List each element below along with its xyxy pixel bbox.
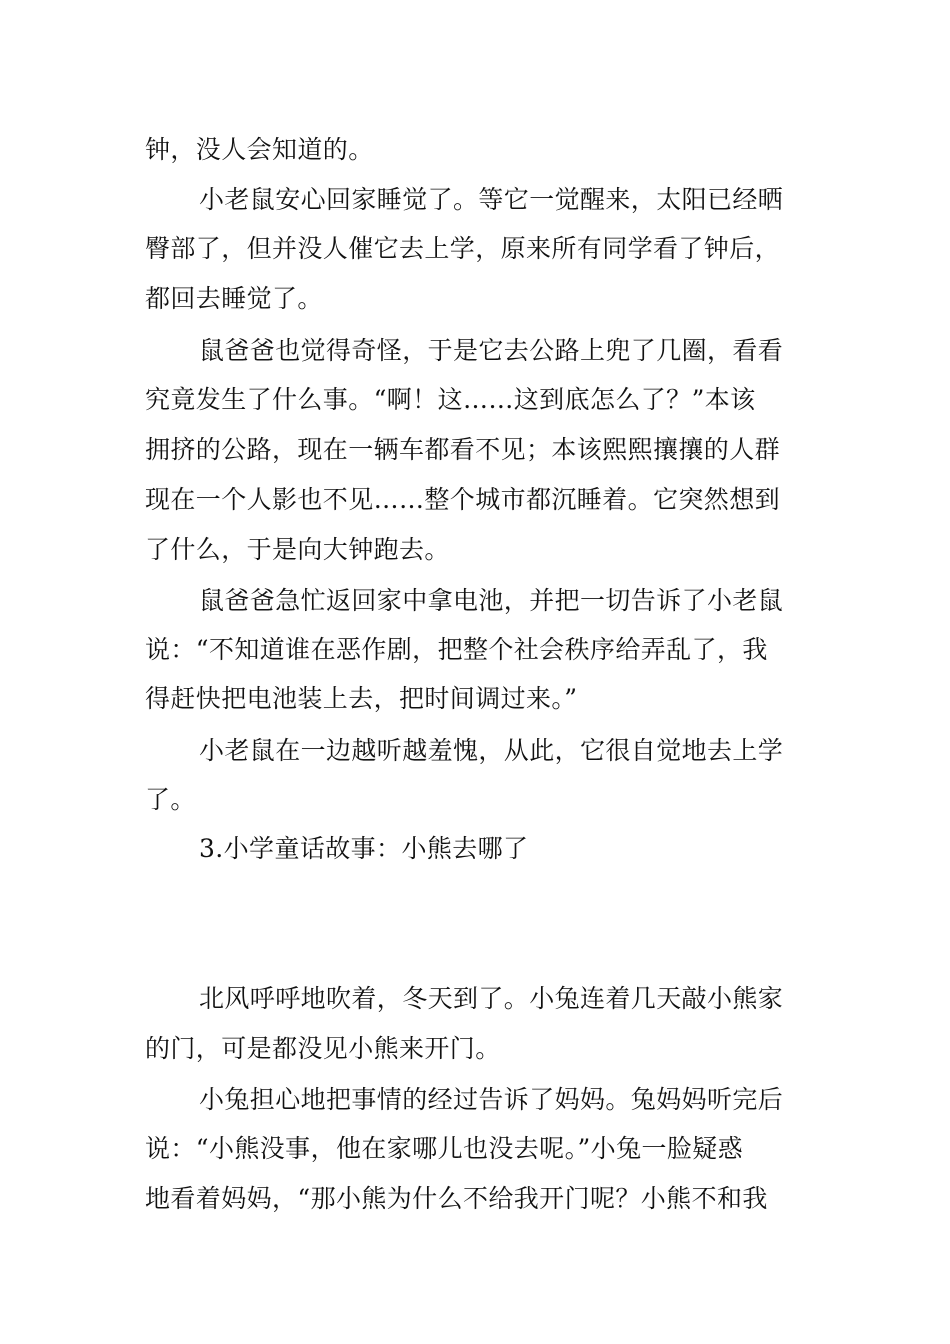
text-line: 现在一个人影也不见……整个城市都沉睡着。它突然想到 [145, 485, 781, 514]
paragraph-start-line: 北风呼呼地吹着，冬天到了。小兔连着几天敲小熊家 [199, 984, 784, 1013]
paragraph-start-line: 小老鼠安心回家睡觉了。等它一觉醒来，太阳已经晒 [199, 185, 784, 214]
text-line: 究竟发生了什么事。“啊！这……这到底怎么了？”本该 [145, 385, 756, 414]
text-line: 得赶快把电池装上去，把时间调过来。” [145, 684, 578, 713]
text-line: 了。 [145, 785, 196, 814]
paragraph-start-line: 小兔担心地把事情的经过告诉了妈妈。兔妈妈听完后 [199, 1085, 784, 1114]
text-line: 拥挤的公路，现在一辆车都看不见；本该熙熙攘攘的人群 [145, 435, 781, 464]
text-line: 臀部了，但并没人催它去上学，原来所有同学看了钟后， [145, 234, 781, 263]
paragraph-start-line: 鼠爸爸也觉得奇怪，于是它去公路上兜了几圈，看看 [199, 336, 784, 365]
text-line: 都回去睡觉了。 [145, 284, 323, 313]
section-heading: 3.小学童话故事：小熊去哪了 [199, 834, 529, 863]
text-line: 说：“小熊没事，他在家哪儿也没去呢。”小兔一脸疑惑 [145, 1134, 744, 1163]
text-line: 了什么，于是向大钟跑去。 [145, 535, 450, 564]
text-line: 说：“不知道谁在恶作剧，把整个社会秩序给弄乱了，我 [145, 635, 768, 664]
text-line: 钟，没人会知道的。 [145, 135, 374, 164]
text-line: 的门，可是都没见小熊来开门。 [145, 1034, 501, 1063]
paragraph-start-line: 鼠爸爸急忙返回家中拿电池，并把一切告诉了小老鼠 [199, 586, 784, 615]
paragraph-start-line: 小老鼠在一边越听越羞愧，从此，它很自觉地去上学 [199, 736, 784, 765]
text-line: 地看着妈妈，“那小熊为什么不给我开门呢？小熊不和我 [145, 1184, 768, 1213]
